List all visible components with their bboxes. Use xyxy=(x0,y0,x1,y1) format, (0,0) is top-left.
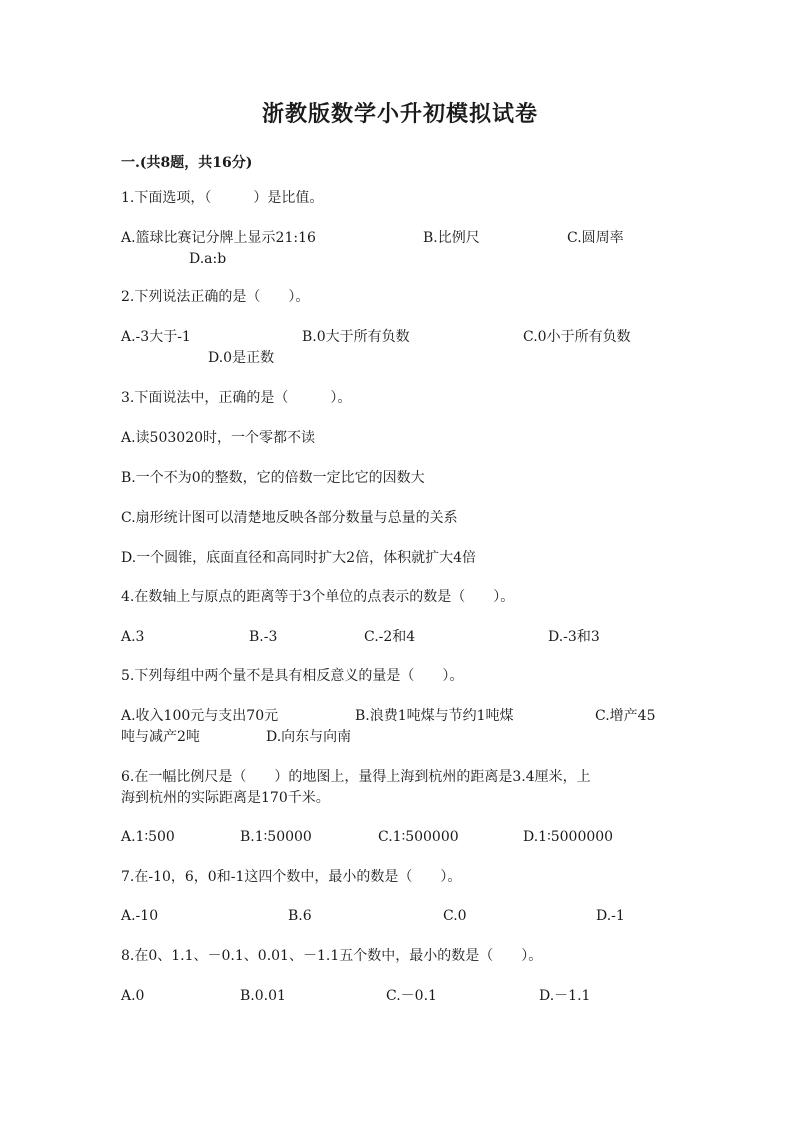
question-6-option-c: C.1∶500000 xyxy=(378,829,459,845)
question-5-option-b: B.浪费1吨煤与节约1吨煤 xyxy=(355,708,514,724)
question-4-stem: 4.在数轴上与原点的距离等于3个单位的点表示的数是（ ）。 xyxy=(121,589,515,605)
question-6-option-a: A.1∶500 xyxy=(121,829,175,845)
question-2-stem: 2.下列说法正确的是（ ）。 xyxy=(121,289,310,305)
question-8-option-a: A.0 xyxy=(121,988,145,1004)
question-4-option-b: B.-3 xyxy=(249,629,278,645)
question-7-option-d: D.-1 xyxy=(596,908,625,924)
question-7-option-a: A.-10 xyxy=(121,908,159,924)
question-8-option-d: D.－1.1 xyxy=(539,988,591,1004)
question-8-stem: 8.在0、1.1、－0.1、0.01、－1.1五个数中，最小的数是（ ）。 xyxy=(121,948,543,964)
question-5-option-d: D.向东与向南 xyxy=(266,729,352,745)
question-3-option-c: C.扇形统计图可以清楚地反映各部分数量与总量的关系 xyxy=(121,510,458,526)
question-3-option-a: A.读503020时，一个零都不读 xyxy=(121,430,316,446)
question-3-option-b: B.一个不为0的整数，它的倍数一定比它的因数大 xyxy=(121,470,425,486)
question-1-option-a: A.篮球比赛记分牌上显示21:16 xyxy=(121,230,316,246)
section-heading: 一.(共8题，共16分) xyxy=(121,155,253,171)
page-title: 浙教版数学小升初模拟试卷 xyxy=(261,101,538,127)
question-6-option-b: B.1∶50000 xyxy=(240,829,312,845)
question-6-stem-continued: 海到杭州的实际距离是170千米。 xyxy=(121,790,330,806)
question-5-option-a: A.收入100元与支出70元 xyxy=(121,708,279,724)
question-6-option-d: D.1∶5000000 xyxy=(523,829,614,845)
question-2-option-c: C.0小于所有负数 xyxy=(523,329,631,345)
question-5-option-c-continued: 吨与减产2吨 xyxy=(121,729,200,745)
question-7-option-b: B.6 xyxy=(288,908,312,924)
question-4-option-c: C.-2和4 xyxy=(364,629,416,645)
question-4-option-a: A.3 xyxy=(121,629,145,645)
question-3-option-d: D.一个圆锥，底面直径和高同时扩大2倍，体积就扩大4倍 xyxy=(121,550,476,566)
question-3-stem: 3.下面说法中，正确的是（ ）。 xyxy=(121,390,352,406)
question-1-option-b: B.比例尺 xyxy=(423,230,480,246)
question-4-option-d: D.-3和3 xyxy=(548,629,600,645)
question-2-option-a: A.-3大于-1 xyxy=(121,329,191,345)
question-5-option-c: C.增产45 xyxy=(595,708,656,724)
question-2-option-d: D.0是正数 xyxy=(208,350,275,366)
question-5-stem: 5.下列每组中两个量不是具有相反意义的量是（ ）。 xyxy=(121,668,464,684)
question-8-option-c: C.－0.1 xyxy=(386,988,437,1004)
question-1-stem: 1.下面选项，（ ）是比值。 xyxy=(121,190,324,206)
question-7-option-c: C.0 xyxy=(443,908,467,924)
question-1-option-c: C.圆周率 xyxy=(567,230,624,246)
question-2-option-b: B.0大于所有负数 xyxy=(302,329,410,345)
question-7-stem: 7.在-10，6，0和-1这四个数中，最小的数是（ ）。 xyxy=(121,869,462,885)
question-1-option-d: D.a:b xyxy=(189,251,227,267)
question-6-stem: 6.在一幅比例尺是（ ）的地图上，量得上海到杭州的距离是3.4厘米，上 xyxy=(121,769,591,785)
question-8-option-b: B.0.01 xyxy=(240,988,286,1004)
